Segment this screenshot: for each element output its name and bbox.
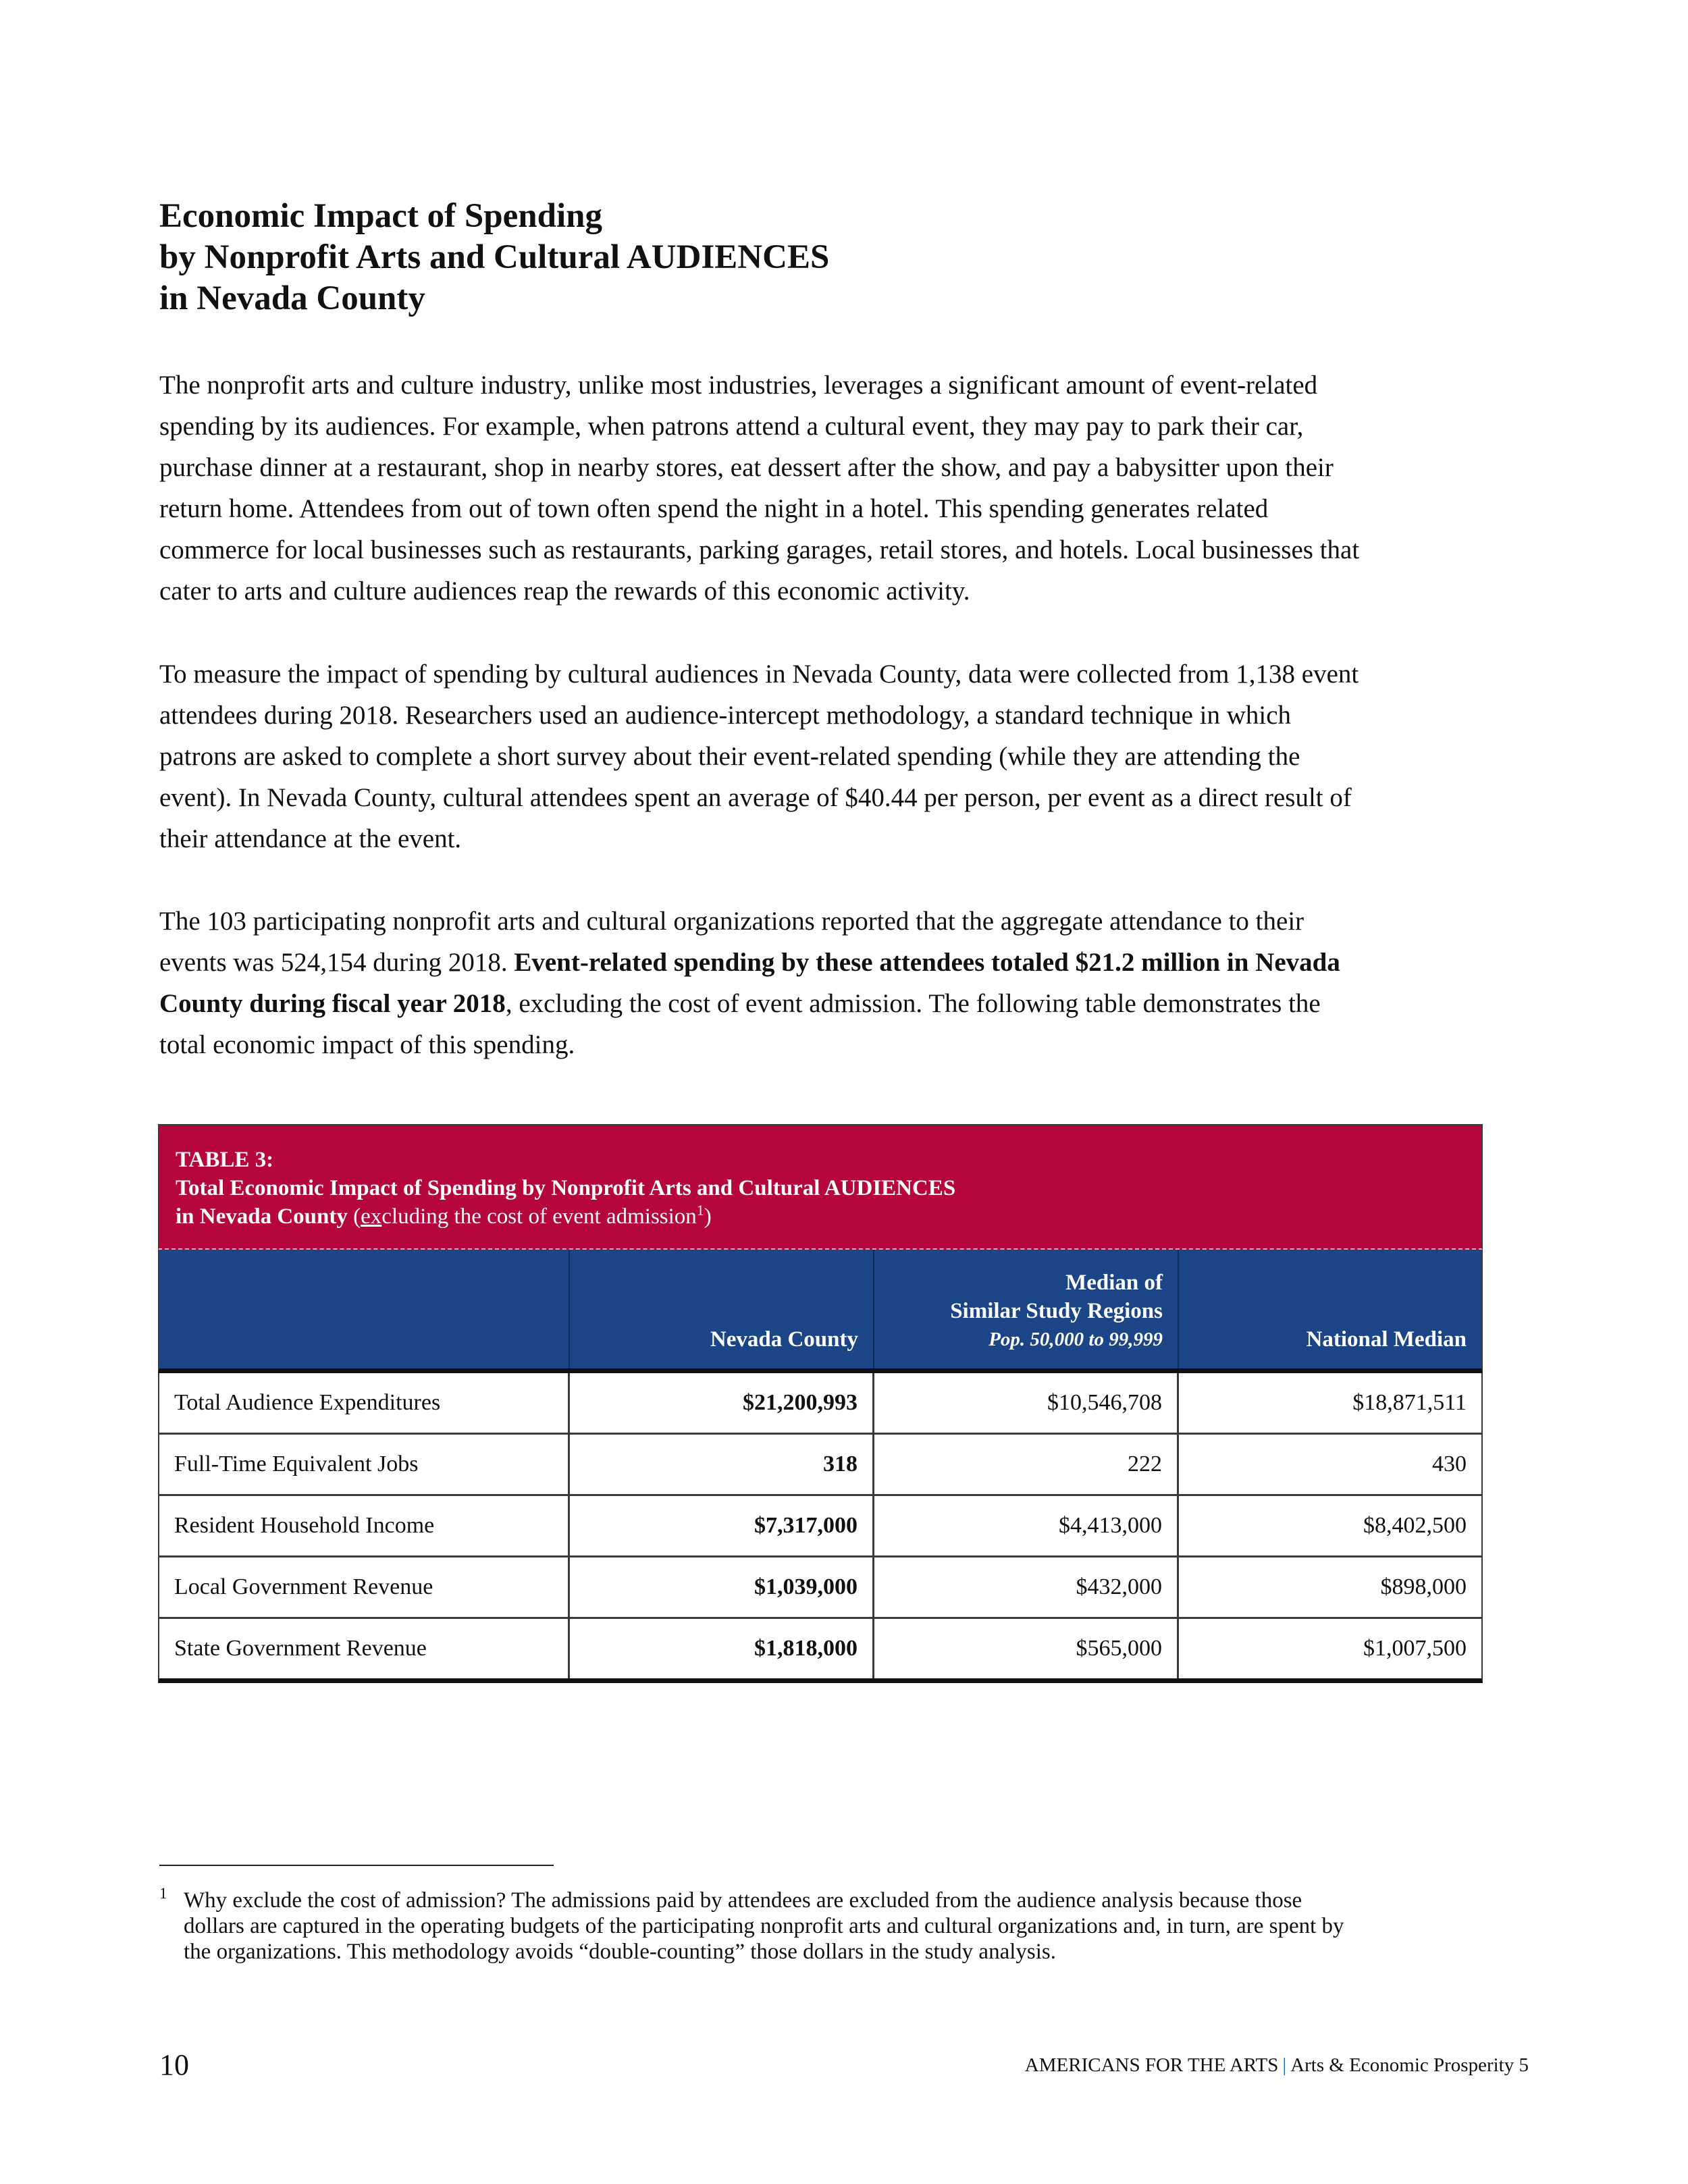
row-label: Full-Time Equivalent Jobs [159,1435,570,1494]
table-title-region: in Nevada County [176,1204,348,1229]
heading-line-3: in Nevada County [159,279,425,317]
text-line: spending by its audiences. For example, when patrons attend a cultural event, they may pay to park their car, [159,412,1304,441]
table-title-block [158,1124,1483,1250]
cell-similar-regions: $432,000 [874,1557,1179,1617]
cell-nevada-county: 318 [570,1435,874,1494]
header-label: Nevada County [710,1327,858,1352]
highlight-text: Event-related spending by these attendees totaled $21.2 million in Nevada [514,948,1340,977]
text-line: return home. Attendees from out of town often spend the night in a hotel. This spending generates related [159,494,1269,523]
cell-national-median: $8,402,500 [1363,1513,1467,1538]
text-line [159,942,1526,983]
footnote-line: the organizations. This methodology avoids “double-counting” those dollars in the study analysis. [184,1940,1056,1964]
footnote-mark: 1 [159,1885,167,1902]
text-line: attendees during 2018. Researchers used an audience-intercept methodology, a standard technique in which [159,701,1292,730]
row-label: Resident Household Income [159,1496,570,1555]
text-line: The nonprofit arts and culture industry, unlike most industries, leverages a significant amount of event-related [159,371,1318,400]
table-row [158,1373,1483,1435]
paragraph-intro [159,365,1526,612]
table-row [158,1557,1483,1619]
cell-nevada-county: $1,818,000 [570,1619,874,1678]
text-line: purchase dinner at a restaurant, shop in nearby stores, eat dessert after the show, and pay a babysitter upon their [159,453,1334,482]
page-heading [159,196,1442,319]
header-label: Similar Study Regions [950,1299,1163,1323]
header-cell-national-median [1179,1250,1481,1368]
footnote-reference: 1 [696,1202,704,1219]
table-row [158,1496,1483,1557]
text-segment: , excluding the cost of event admission. The following table demonstrates the [505,989,1321,1018]
cell-nevada-county: $7,317,000 [570,1496,874,1555]
row-label: State Government Revenue [159,1619,570,1678]
cell-nevada-county: $21,200,993 [570,1373,874,1433]
cell-national-median: $18,871,511 [1352,1390,1467,1415]
page-number: 10 [159,2048,189,2081]
header-label: National Median [1306,1327,1467,1352]
text-line: total economic impact of this spending. [159,1030,575,1059]
text-line: commerce for local businesses such as restaurants, parking garages, retail stores, and hotels. Local businesses that [159,535,1360,564]
cell-nevada-county: $1,039,000 [570,1557,874,1617]
table-row [158,1435,1483,1496]
text-line: their attendance at the event. [159,824,462,853]
paragraph-results [159,901,1526,1065]
text-line: cater to arts and culture audiences reap the rewards of this economic activity. [159,577,970,606]
row-label: Total Audience Expenditures [159,1373,570,1433]
cell-similar-regions: $4,413,000 [874,1496,1179,1555]
cell-national-median: 430 [1432,1451,1467,1476]
footer-separator: | [1282,2054,1287,2076]
footnote-line: dollars are captured in the operating budgets of the participating nonprofit arts and cultural organizations and, in turn, are spent by [184,1914,1344,1938]
header-cell-empty [159,1250,570,1368]
footnote-text [184,1888,1500,1965]
paragraph-methodology [159,654,1526,859]
header-label: Median of [1065,1271,1163,1295]
text-line [159,983,1526,1024]
header-cell-similar-regions [874,1250,1179,1368]
row-label: Local Government Revenue [159,1557,570,1617]
table-title-underlined: ex [361,1204,382,1229]
table-title-line-1: Total Economic Impact of Spending by Nonprofit Arts and Cultural AUDIENCES [176,1176,956,1200]
text-segment: events was 524,154 during 2018. [159,948,515,977]
text-line: event). In Nevada County, cultural attendees spent an average of $40.44 per person, per event as a direct result of [159,783,1352,812]
table-title-paren-open: ( [347,1204,361,1229]
highlight-text: County during fiscal year 2018 [159,989,506,1018]
footnote-divider [159,1865,554,1866]
heading-line-2: by Nonprofit Arts and Cultural AUDIENCES [159,238,830,276]
table-title-line-2 [176,1202,1481,1231]
table-label: TABLE 3: [176,1148,274,1172]
table-header-row [158,1250,1483,1373]
economic-impact-table [158,1124,1483,1683]
header-cell-nevada-county [570,1250,874,1368]
table-title-paren-close: ) [704,1204,712,1229]
footer-publication: Arts & Economic Prosperity 5 [1290,2054,1529,2076]
footnote-line: Why exclude the cost of admission? The admissions paid by attendees are excluded from the audience analysis because those [184,1888,1302,1913]
cell-national-median: $898,000 [1380,1574,1467,1599]
footer-org: AMERICANS FOR THE ARTS [1024,2054,1279,2076]
cell-similar-regions: 222 [874,1435,1179,1494]
running-footer [1025,2054,1529,2077]
text-line: patrons are asked to complete a short survey about their event-related spending (while they are attending the [159,742,1300,771]
table-title-note: cluding the cost of event admission [381,1204,697,1229]
header-sublabel: Pop. 50,000 to 99,999 [988,1329,1163,1350]
text-line: To measure the impact of spending by cultural audiences in Nevada County, data were collected from 1,138 event [159,660,1359,689]
cell-similar-regions: $10,546,708 [874,1373,1179,1433]
text-line: The 103 participating nonprofit arts and cultural organizations reported that the aggregate attendance to their [159,907,1304,936]
cell-similar-regions: $565,000 [874,1619,1179,1678]
cell-national-median: $1,007,500 [1363,1636,1467,1661]
heading-line-1: Economic Impact of Spending [159,197,602,235]
table-row [158,1619,1483,1683]
